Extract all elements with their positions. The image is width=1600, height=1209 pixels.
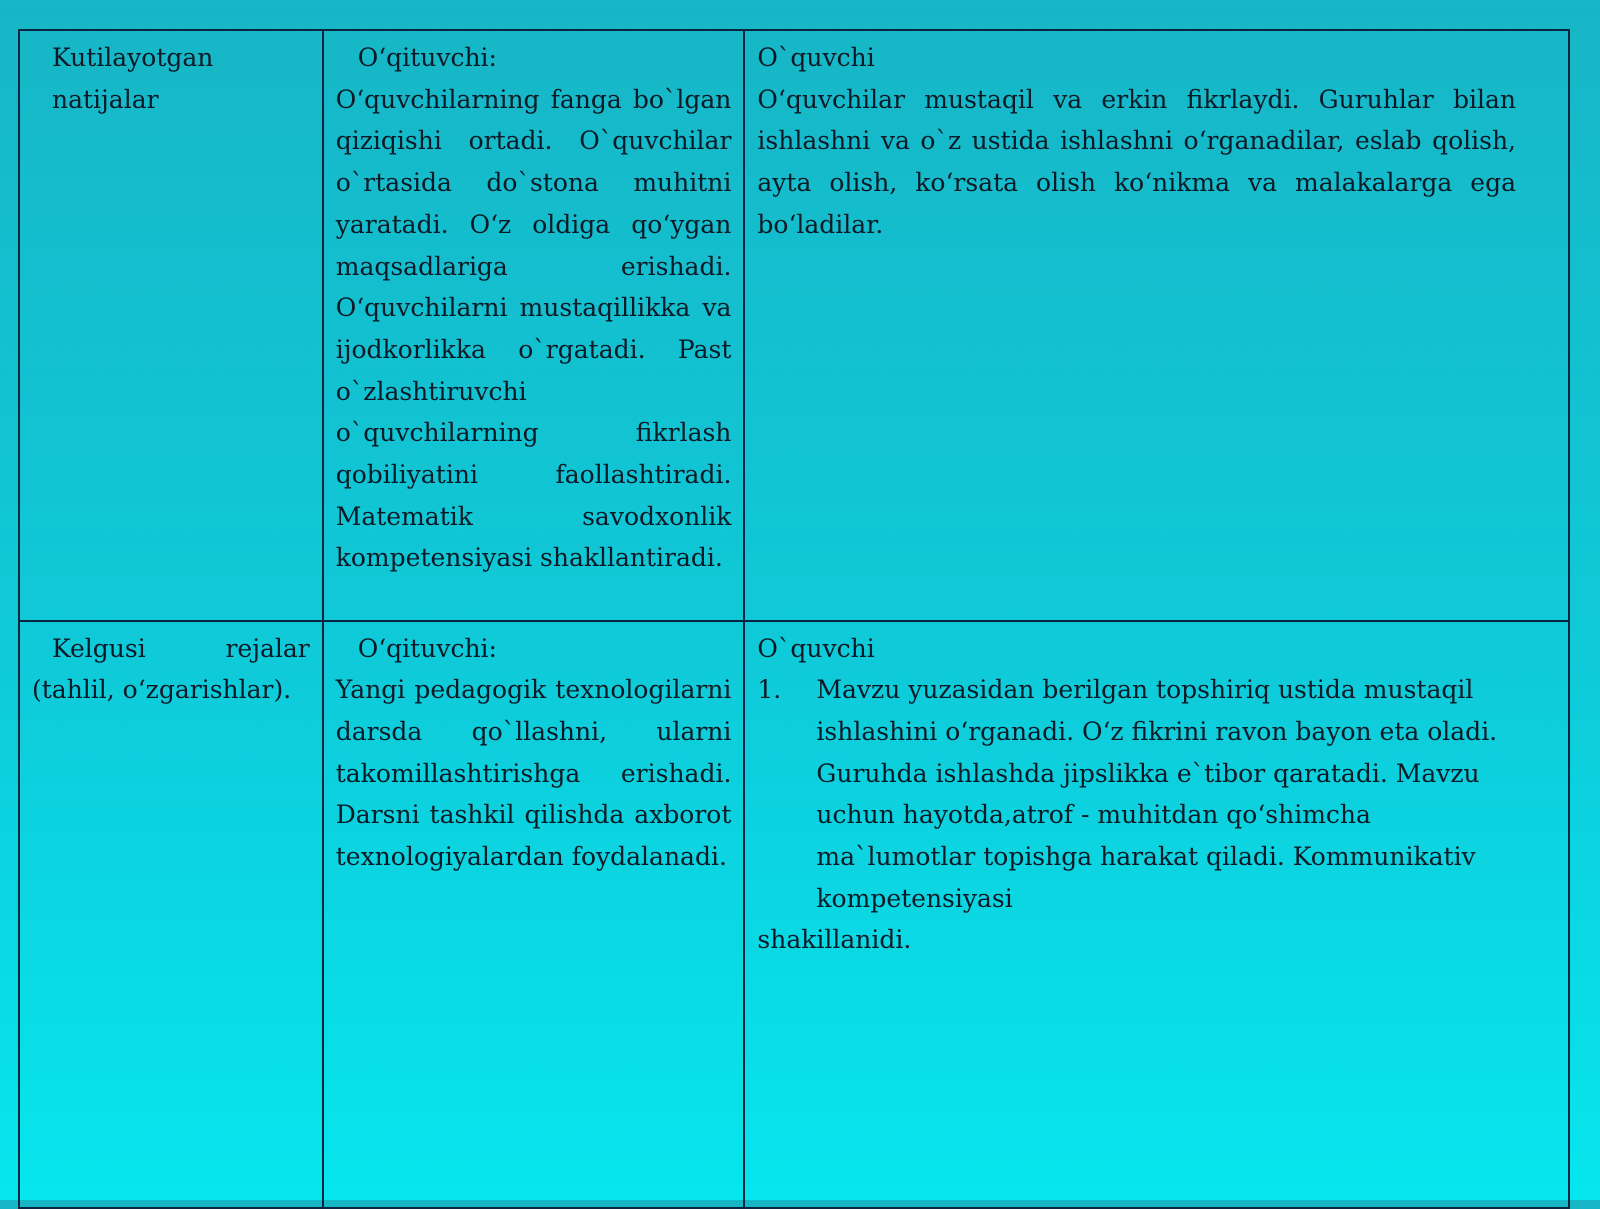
- student-text: O‘quvchilar mustaqil va erkin fikrlaydi. Guruhlar bilan ishlashni va o`z ustida ishlashni o‘rganadilar, eslab qolish, ayta olish, ko‘rsata olish ko‘nikma va malakalarga ega bo‘ladilar.: [757, 84, 1516, 239]
- table-row: [19, 621, 1569, 1208]
- list-item: [757, 669, 1556, 919]
- teacher-text: O‘quvchilarning fanga bo`lgan qiziqishi ortadi. O`quvchilar o`rtasida do`stona muhitni yaratadi. O‘z oldiga qo‘ygan maqsadlariga erishadi. O‘quvchilarni mustaqillikka va ijodkorlikka o`rgatadi. Past o`zlashtiruvchi o`quvchilarning fikrlash qobiliyatini faollashtiradi. Matematik savodxonlik kompetensiyasi shakllantiradi.: [335, 84, 732, 573]
- student-cell: [744, 30, 1569, 621]
- lesson-table: [18, 29, 1570, 1209]
- teacher-cell: [323, 30, 745, 621]
- row-label: Kutilayotgan natijalar: [52, 43, 214, 114]
- student-tail-text: shakillanidi.: [757, 925, 912, 955]
- list-number: 1.: [757, 675, 782, 705]
- list-text: Mavzu yuzasidan berilgan topshiriq ustida mustaqil ishlashini o‘rganadi. O‘z fikrini ravon bayon eta oladi. Guruhda ishlashda jipslikka e`tibor qaratadi. Mavzu uchun hayotda,atrof - muhitdan qo‘shimcha ma`lumotlar topishga harakat qiladi. Kommunikativ kompetensiyasi: [816, 675, 1498, 913]
- teacher-text: Yangi pedagogik texnologilarni darsda qo`llashni, ularni takomillashtirishga erishadi. Darsni tashkil qilishda axborot texnologiyalardan foydalanadi.: [335, 675, 732, 872]
- teacher-heading: O‘qituvchi:: [357, 43, 497, 72]
- teacher-cell: [323, 621, 745, 1208]
- table-row: [19, 30, 1569, 621]
- row-label-cell: [19, 621, 323, 1208]
- student-list: [757, 669, 1556, 919]
- row-label-cell: [19, 30, 323, 621]
- student-heading: O`quvchi: [757, 43, 875, 72]
- student-heading: O`quvchi: [757, 633, 875, 663]
- teacher-heading: O‘qituvchi:: [357, 633, 497, 663]
- student-cell: [744, 621, 1569, 1208]
- row-label: Kelgusi rejalar (tahlil, o‘zgarishlar).: [32, 633, 310, 705]
